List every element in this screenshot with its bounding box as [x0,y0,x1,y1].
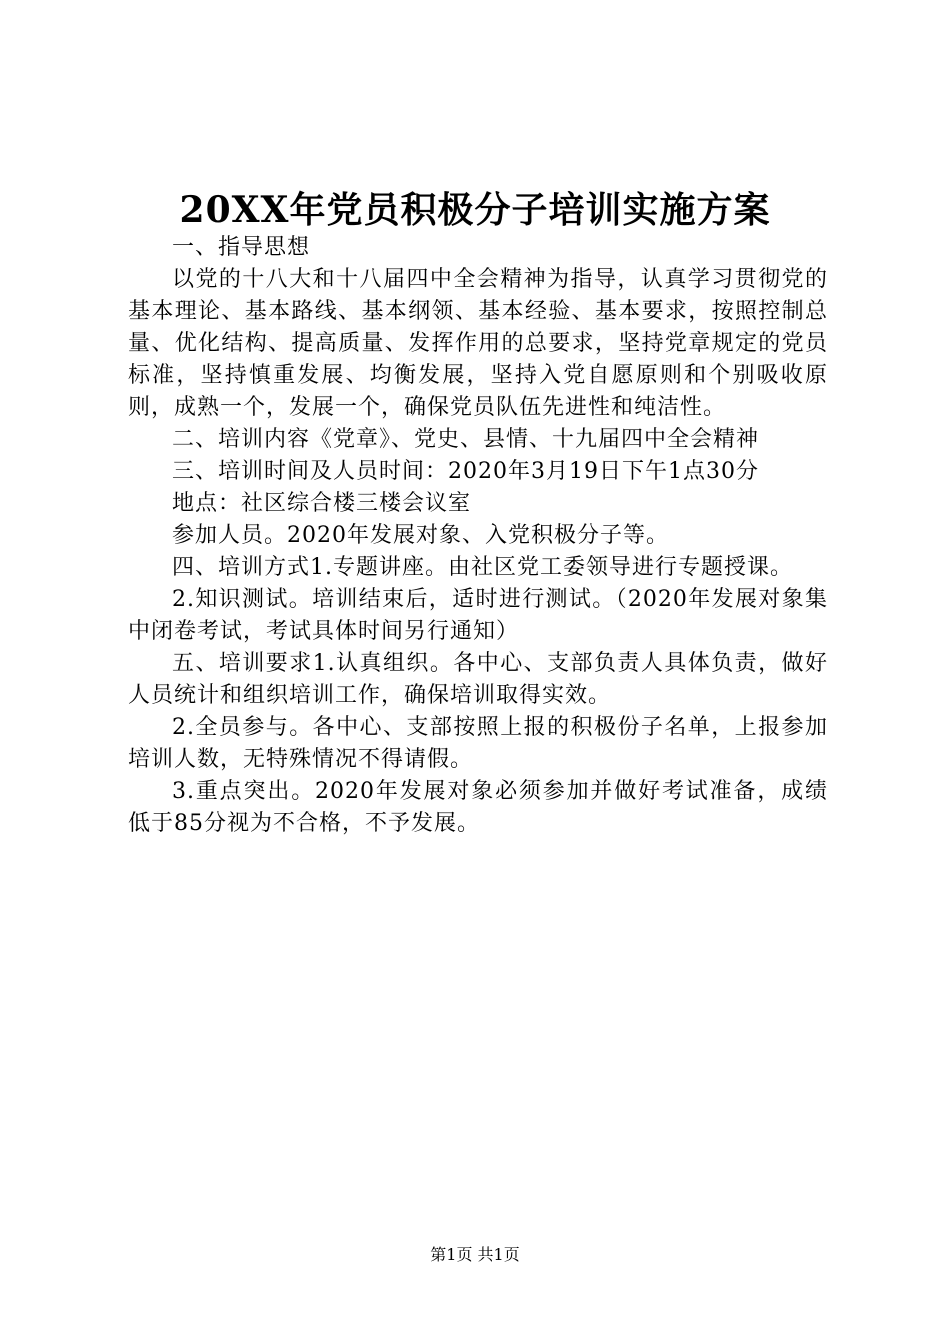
training-method-test-paragraph: 2.知识测试。培训结束后，适时进行测试。（2020年发展对象集中闭卷考试，考试具体时间另行通知） [128,587,828,644]
requirement-organize-paragraph: 五、培训要求1.认真组织。各中心、支部负责人具体负责，做好人员统计和组织培训工作，确保培训取得实效。 [128,651,828,708]
page-number-footer: 第1页 共1页 [430,1245,520,1264]
training-location-paragraph: 地点：社区综合楼三楼会议室 [172,491,472,516]
document-title: 20XX年党员积极分子培训实施方案 [179,189,771,231]
document-body [128,232,828,840]
participants-paragraph: 参加人员。2020年发展对象、入党积极分子等。 [172,523,669,548]
training-time-paragraph: 三、培训时间及人员时间：2020年3月19日下午1点30分 [172,459,759,484]
section-heading-guiding-thought: 一、指导思想 [172,235,311,260]
training-method-lecture-paragraph: 四、培训方式1.专题讲座。由社区党工委领导进行专题授课。 [172,555,793,580]
requirement-focus-paragraph: 3.重点突出。2020年发展对象必须参加并做好考试准备，成绩低于85分视为不合格，不予发展。 [128,779,828,836]
requirement-participation-paragraph: 2.全员参与。各中心、支部按照上报的积极份子名单，上报参加培训人数，无特殊情况不得请假。 [128,715,828,772]
guiding-thought-paragraph: 以党的十八大和十八届四中全会精神为指导，认真学习贯彻党的基本理论、基本路线、基本纲领、基本经验、基本要求，按照控制总量、优化结构、提高质量、发挥作用的总要求，坚持党章规定的党员标准，坚持慎重发展、均衡发展，坚持入党自愿原则和个别吸收原则，成熟一个，发展一个，确保党员队伍先进性和纯洁性。 [128,267,828,420]
training-content-paragraph: 二、培训内容《党章》、党史、县情、十九届四中全会精神 [172,427,760,452]
